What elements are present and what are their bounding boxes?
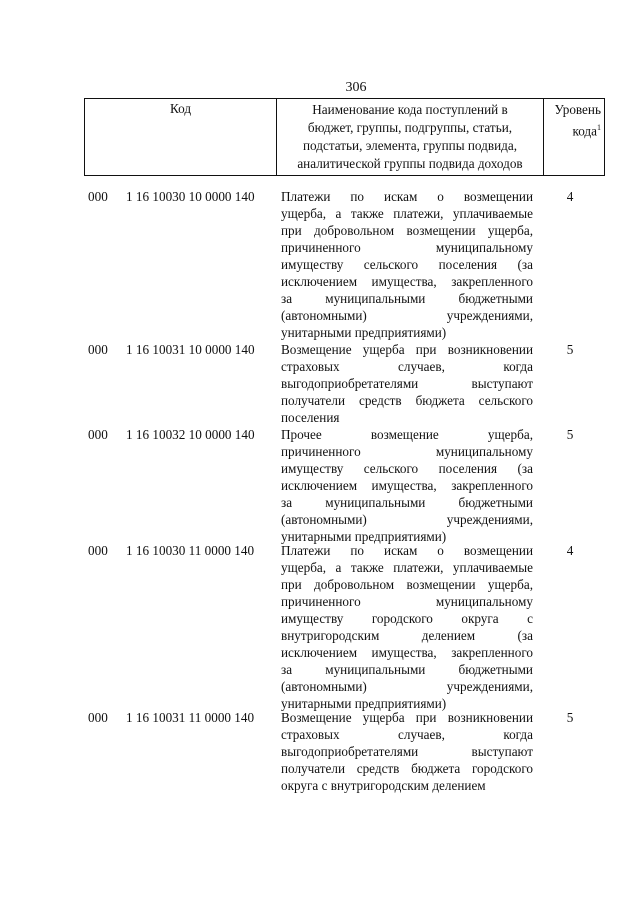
header-name-line: подстатьи, элемента, группы подвида, [303, 138, 517, 153]
row-level: 5 [566, 342, 574, 357]
header-name-line: аналитической группы подвида доходов [297, 156, 523, 171]
header-name-line: бюджет, группы, подгруппы, статьи, [307, 120, 513, 135]
row-name [281, 709, 533, 794]
row-name [281, 542, 533, 712]
row-name-line: внутригородским делением (за [281, 628, 533, 643]
row-name-line: причиненного муниципальному [281, 240, 533, 255]
row-name-line: унитарными предприятиями) [281, 529, 447, 544]
row-level: 5 [566, 710, 574, 725]
row-name-line: округа с внутригородским делением [281, 778, 486, 793]
row-name-line: причиненного муниципальному [281, 594, 533, 609]
row-name-line: ущерба, а также платежи, уплачиваемые [281, 206, 533, 221]
row-code: 1 16 10030 11 0000 140 [126, 543, 255, 558]
row-name-line: получатели средств бюджета городского [281, 761, 533, 776]
row-code: 1 16 10030 10 0000 140 [126, 189, 255, 204]
header-name [277, 99, 544, 176]
row-level: 5 [566, 427, 574, 442]
row-name-line: имуществу сельского поселения (за [281, 257, 533, 272]
row-name-line: за муниципальными бюджетными [281, 495, 533, 510]
header-level [544, 99, 605, 176]
row-name-line: выгодоприобретателями выступают [281, 376, 533, 391]
row-name-line: за муниципальными бюджетными [281, 662, 533, 677]
row-prefix: 000 [88, 189, 108, 204]
row-name-line: унитарными предприятиями) [281, 696, 447, 711]
row-name-line: страховых случаев, когда [281, 727, 533, 742]
header-level-word: кода [572, 123, 597, 139]
row-name-line: получатели средств бюджета сельского [281, 393, 533, 408]
row-name-line: исключением имущества, закрепленного [281, 274, 533, 289]
row-prefix: 000 [88, 427, 108, 442]
table-header [84, 98, 605, 176]
row-name-line: унитарными предприятиями) [281, 325, 447, 340]
row-name-line: Прочее возмещение ущерба, [281, 427, 533, 442]
row-name-line: выгодоприобретателями выступают [281, 744, 533, 759]
row-name-line: Возмещение ущерба при возникновении [281, 710, 533, 725]
row-name-line: Возмещение ущерба при возникновении [281, 342, 533, 357]
row-name-line: (автономными) учреждениями, [281, 308, 533, 323]
header-level-line1: Уровень [554, 102, 601, 117]
row-name-line: при добровольном возмещении ущерба, [281, 577, 533, 592]
row-prefix: 000 [88, 342, 108, 357]
row-name [281, 426, 533, 545]
row-name-line: (автономными) учреждениями, [281, 512, 533, 527]
row-name [281, 188, 533, 341]
row-name-line: имуществу городского округа с [281, 611, 533, 626]
row-prefix: 000 [88, 710, 108, 725]
row-code: 1 16 10031 11 0000 140 [126, 710, 255, 725]
header-level-line2 [547, 119, 601, 140]
row-name-line: исключением имущества, закрепленного [281, 645, 533, 660]
row-name [281, 341, 533, 426]
page-number: 306 [345, 80, 367, 95]
row-name-line: при добровольном возмещении ущерба, [281, 223, 533, 238]
row-code: 1 16 10031 10 0000 140 [126, 342, 255, 357]
header-code: Код [85, 99, 277, 176]
row-name-line: Платежи по искам о возмещении [281, 189, 533, 204]
row-name-line: причиненного муниципальному [281, 444, 533, 459]
row-code: 1 16 10032 10 0000 140 [126, 427, 255, 442]
row-name-line: имуществу сельского поселения (за [281, 461, 533, 476]
row-name-line: (автономными) учреждениями, [281, 679, 533, 694]
row-level: 4 [566, 543, 574, 558]
row-name-line: ущерба, а также платежи, уплачиваемые [281, 560, 533, 575]
row-level: 4 [566, 189, 574, 204]
row-name-line: за муниципальными бюджетными [281, 291, 533, 306]
row-name-line: страховых случаев, когда [281, 359, 533, 374]
row-prefix: 000 [88, 543, 108, 558]
row-name-line: поселения [281, 410, 340, 425]
header-name-line: Наименование кода поступлений в [312, 102, 508, 117]
row-name-line: Платежи по искам о возмещении [281, 543, 533, 558]
footnote-marker: 1 [597, 123, 601, 132]
row-name-line: исключением имущества, закрепленного [281, 478, 533, 493]
